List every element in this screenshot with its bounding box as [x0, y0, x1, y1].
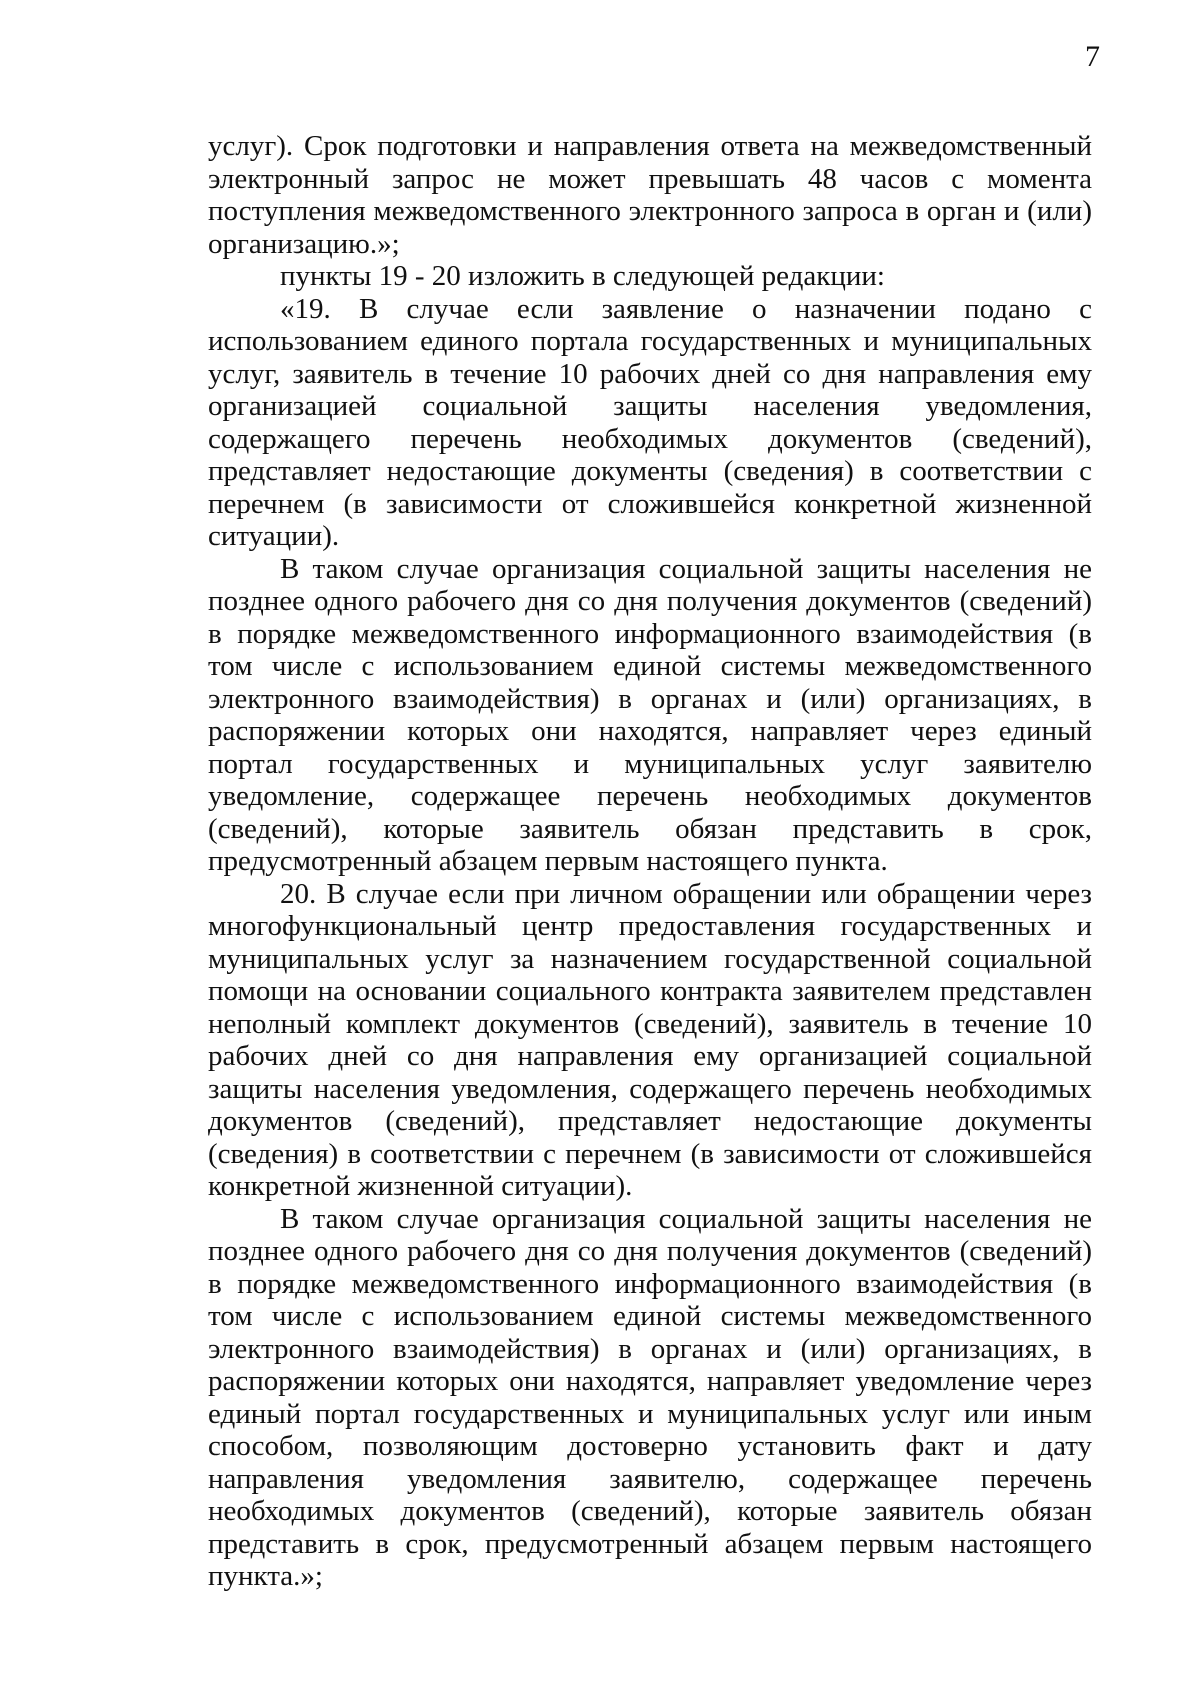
- document-body: [208, 130, 1092, 1593]
- paragraph-continuation: услуг). Срок подготовки и направления ответа на межведомственный электронный запрос не может превышать 48 часов с момента поступления межведомственного электронного запроса в орган и (или) организацию.»;: [208, 130, 1092, 260]
- paragraph-item-20-second: В таком случае организация социальной защиты населения не позднее одного рабочего дня со дня получения документов (сведений) в порядке межведомственного информационного взаимодействия (в том числе с использованием единой системы межведомственного электронного взаимодействия) в органах и (или) организациях, в распоряжении которых они находятся, направляет уведомление через единый портал государственных и муниципальных услуг или иным способом, позволяющим достоверно установить факт и дату направления уведомления заявителю, содержащее перечень необходимых документов (сведений), которые заявитель обязан представить в срок, предусмотренный абзацем первым настоящего пункта.»;: [208, 1202, 1092, 1592]
- paragraph-item-20: 20. В случае если при личном обращении или обращении через многофункциональный центр предоставления государственных и муниципальных услуг за назначением государственной социальной помощи на основании социального контракта заявителем представлен неполный комплект документов (сведений), заявитель в течение 10 рабочих дней со дня направления ему организацией социальной защиты населения уведомления, содержащего перечень необходимых документов (сведений), представляет недостающие документы (сведения) в соответствии с перечнем (в зависимости от сложившейся конкретной жизненной ситуации).: [208, 877, 1092, 1202]
- page-number: 7: [1085, 40, 1100, 73]
- paragraph-item-19-second: В таком случае организация социальной защиты населения не позднее одного рабочего дня со дня получения документов (сведений) в порядке межведомственного информационного взаимодействия (в том числе с использованием единой системы межведомственного электронного взаимодействия) в органах и (или) организациях, в распоряжении которых они находятся, направляет через единый портал государственных и муниципальных услуг заявителю уведомление, содержащее перечень необходимых документов (сведений), которые заявитель обязан представить в срок, предусмотренный абзацем первым настоящего пункта.: [208, 552, 1092, 877]
- paragraph-item-19: «19. В случае если заявление о назначении подано с использованием единого портала государственных и муниципальных услуг, заявитель в течение 10 рабочих дней со дня направления ему организацией социальной защиты населения уведомления, содержащего перечень необходимых документов (сведений), представляет недостающие документы (сведения) в соответствии с перечнем (в зависимости от сложившейся конкретной жизненной ситуации).: [208, 292, 1092, 552]
- paragraph-amendment-intro: пункты 19 - 20 изложить в следующей редакции:: [280, 260, 885, 292]
